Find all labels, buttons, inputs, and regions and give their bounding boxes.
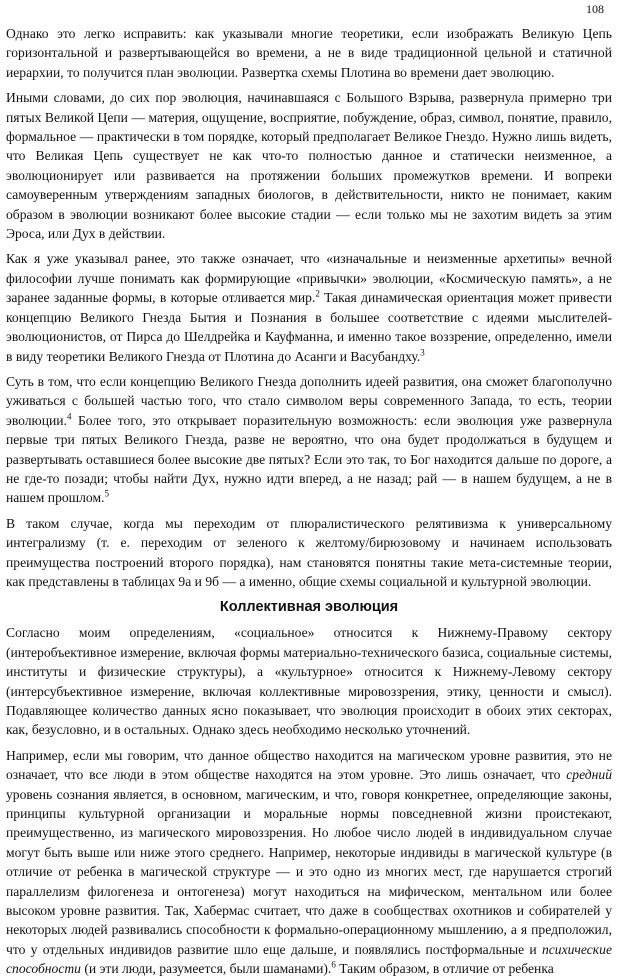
paragraph-7-text-c: (и эти люди, разумеется, были шаманами). — [80, 961, 332, 977]
paragraph-3 — [6, 249, 612, 365]
footnote-ref-2: 2 — [315, 288, 320, 299]
paragraph-7 — [6, 746, 612, 979]
paragraph-3-text-a: Как я уже указывал ранее, это также означает, что «изначальные и неизменные архетипы» вечной философии лучше понимать как формирующие «привычки» эволюции, «Космическую память», а не заранее заданные формы, в которые отливается мир. — [6, 251, 612, 306]
paragraph-4-text-b: Более того, это открывает поразительную возможность: если эволюция уже развернула первые три пятых Великого Гнезда, разве не вероятно, что она будет продолжаться в будущем и развертывать оставшиеся более высокие две пятых? Если это так, то Бог находится дальше по дороге, а не где-то позади; чтобы найти Дух, нужно идти вперед, а не назад; рай — в нашем будущем, а не в нашем прошлом. — [6, 412, 612, 506]
footnote-ref-3: 3 — [420, 346, 425, 357]
paragraph-7-text-d: Таким образом, в отличие от ребенка — [335, 961, 554, 977]
paragraph-6: Согласно моим определениям, «социальное» относится к Нижнему-Правому сектору (интеробъективное измерение, включая формы материально-технического базиса, социальные системы, институты и физические структуры), а «культурное» относится к Нижнему-Левому сектору (интерсубъективное измерение, включая коллективные мировоззрения, этику, ценности и смысл). Подавляющее количество данных ясно показывает, что эволюция происходит в обоих этих секторах, как, безусловно, и в остальных. Однако здесь необходимо несколько уточнений. — [6, 625, 612, 738]
paragraph-3-text-b: Такая динамическая ориентация может привести концепцию Великого Гнезда Бытия и Познания в большее соответствие с идеями мыслителей-эволюционистов, от Пирса до Шелдрейка и Кауфманна, и именно такое воззрение, определенно, имели в виду теоретики Великого Гнезда от Плотина до Асанги и Васубандху. — [6, 290, 613, 364]
paragraph-7-text-b: уровень сознания является, в основном, магическим, и что, говоря конкретнее, определяющие законы, принципы культурной организации и моральные нормы повседневной жизни проистекают, преимущественно, из магического мировоззрения. Но любое число людей в индивидуальном случае могут быть выше или ниже этого среднего. Например, некоторые индивиды в магической культуре (в отличие от ребенка в магической структуре — и это одно из многих мест, где нарушается строгий параллелизм филогенеза и онтогенеза) могут находиться на мифическом, ментальном или более высоком уровне развития. Так, Хабермас считает, что даже в сообществах охотников и собирателей у некоторых людей развивались способности к формально-операционному мышлению, а я предположил, что у отдельных индивидов развитие шло еще дальше, и появлялись постформальные и — [6, 786, 612, 957]
footnote-ref-5: 5 — [104, 488, 109, 499]
paragraph-7-emphasis-1: средний — [566, 767, 612, 783]
footnote-ref-4: 4 — [66, 411, 72, 422]
paragraph-7-emphasis-2: психические способности — [6, 941, 612, 977]
footnote-ref-6: 6 — [331, 959, 336, 970]
paragraph-4 — [6, 372, 612, 508]
paragraph-7-text-a: Например, если мы говорим, что данное общество находится на магическом уровне развития, это не означает, что все люди в этом обществе находятся на этом уровне. Это лишь означает, что — [6, 747, 612, 783]
paragraph-2: Иными словами, до сих пор эволюция, начинавшаяся с Большого Взрыва, развернула примерно три пятых Великой Цепи — материя, ощущение, восприятие, побуждение, образ, символ, понятие, правило, формальное — практически в том порядке, который предполагает Великое Гнездо. Нужно лишь видеть, что Великая Цепь существует не как что-то полностью данное и статически неизменное, а эволюционирует или развивается на протяжении больших промежутков времени. И вопреки самоуверенным утверждениям западных биологов, в действительности, никто не понимает, каким образом в эволюции возникают более высокие стадии — если только мы не захотим видеть за этим Эроса, или Дух в действии. — [6, 90, 612, 242]
section-heading: Коллективная эволюция — [219, 599, 399, 616]
page-number: 108 — [586, 2, 604, 16]
paragraph-5: В таком случае, когда мы переходим от плюралистического релятивизма к универсальному интегрализму (т. е. переходим от зеленого к желтому/бирюзовому и начинаем использовать преимущества построений второго порядка), нам становятся понятны такие мета-системные теории, как представлены в таблицах 9а и 9б — а именно, общие схемы социальной и культурной эволюции. — [6, 515, 612, 589]
paragraph-1: Однако это легко исправить: как указывали многие теоретики, если изображать Великую Цепь горизонтальной и развертывающейся во времени, а не в виде традиционной цельной и статичной иерархии, то получится план эволюции. Развертка схемы Плотина во времени дает эволюцию. — [6, 26, 612, 80]
paragraph-4-text-a: Суть в том, что если концепцию Великого Гнезда дополнить идеей развития, она сможет благополучно уживаться с большей частью того, что стало символом веры современного Запада, то есть, теории эволюции. — [6, 373, 612, 428]
